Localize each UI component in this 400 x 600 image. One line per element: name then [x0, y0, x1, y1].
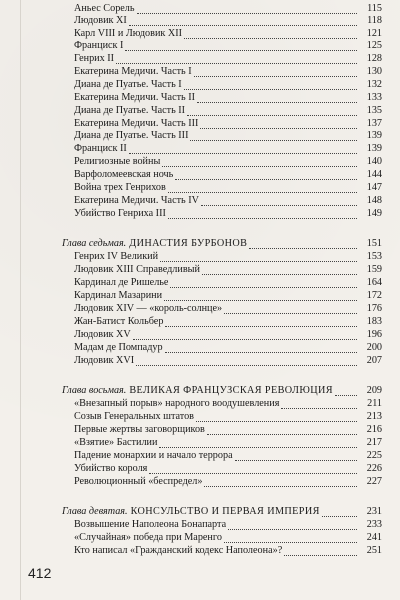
toc-page-number: 128 [366, 53, 382, 64]
toc-entry-title: Франциск II [74, 143, 127, 154]
toc-entry-title: Диана де Пуатье. Часть II [74, 105, 186, 116]
toc-entry[interactable] [0, 463, 400, 475]
dot-leader [197, 92, 357, 103]
toc-entry-title: «Случайная» победа при Маренго [74, 532, 222, 543]
toc-entry-title: «Внезапный порыв» народного воодушевления [74, 398, 280, 409]
toc-entry-title: Генрих II [74, 53, 115, 64]
toc-page-number: 183 [366, 316, 382, 327]
toc-entry-title: Франциск I [74, 40, 124, 51]
toc-entry[interactable] [0, 264, 400, 276]
toc-page-number: 225 [366, 450, 382, 461]
toc-entry[interactable] [0, 66, 400, 78]
toc-entry-title: Диана де Пуатье. Часть III [74, 130, 189, 141]
toc-entry-title: Карл VIII и Людовик XII [74, 28, 183, 39]
toc-entry[interactable] [0, 303, 400, 315]
toc-entry[interactable] [0, 532, 400, 544]
dot-leader [170, 277, 357, 288]
dot-leader [164, 290, 357, 301]
toc-page-number: 144 [366, 169, 382, 180]
toc-entry-title: Созыв Генеральных штатов [74, 411, 194, 422]
toc-page-number: 133 [366, 92, 382, 103]
toc-page-number: 149 [366, 208, 382, 219]
dot-leader [133, 329, 357, 340]
toc-entry[interactable] [0, 118, 400, 130]
toc-page-number: 139 [366, 143, 382, 154]
toc-page-number: 139 [366, 130, 382, 141]
toc-entry-title: Кто написал «Гражданский кодекс Наполеона»? [74, 545, 283, 556]
toc-entry-title: Жан-Батист Кольбер [74, 316, 164, 327]
toc-entry-title: Людовик XVI [74, 355, 135, 366]
toc-page-number: 251 [366, 545, 382, 556]
toc-entry-title: Революционный «беспредел» [74, 476, 203, 487]
chapter-title: КОНСУЛЬСТВО И ПЕРВАЯ ИМПЕРИЯ [130, 506, 320, 517]
toc-entry[interactable] [0, 545, 400, 557]
toc-entry-title: Религиозные войны [74, 156, 161, 167]
toc-entry[interactable] [0, 156, 400, 168]
dot-leader [159, 437, 357, 448]
toc-entry[interactable] [0, 290, 400, 302]
toc-entry[interactable] [0, 277, 400, 289]
toc-page-number: 147 [366, 182, 382, 193]
toc-page-number: 137 [366, 118, 382, 129]
dot-leader [184, 28, 357, 39]
dot-leader [190, 130, 357, 141]
toc-entry[interactable] [0, 3, 400, 15]
dot-leader [204, 476, 357, 487]
toc-entry-title: Генрих IV Великий [74, 251, 159, 262]
toc-entry-title: Екатерина Медичи. Часть I [74, 66, 192, 77]
toc-entry-title: Война трех Генрихов [74, 182, 166, 193]
toc-page-number: 207 [366, 355, 382, 366]
dot-leader [202, 264, 357, 275]
toc-entry[interactable] [0, 15, 400, 27]
toc-page-number: 132 [366, 79, 382, 90]
toc-page-number: 216 [366, 424, 382, 435]
dot-leader [162, 156, 357, 167]
chapter-page-number: 209 [366, 385, 382, 396]
chapter-title: ДИНАСТИЯ БУРБОНОВ [129, 238, 248, 249]
toc-page-number: 196 [366, 329, 382, 340]
toc-page-number: 153 [366, 251, 382, 262]
dot-leader [168, 182, 357, 193]
toc-entry[interactable] [0, 182, 400, 194]
dot-leader [335, 385, 357, 396]
toc-entry-title: Варфоломеевская ночь [74, 169, 174, 180]
chapter-label: Глава седьмая. [62, 238, 127, 249]
dot-leader [175, 169, 357, 180]
dot-leader [187, 105, 357, 116]
dot-leader [160, 251, 357, 262]
toc-entry[interactable] [0, 208, 400, 220]
toc-entry-title: Убийство короля [74, 463, 148, 474]
toc-entry-title: Кардинал де Ришелье [74, 277, 169, 288]
dot-leader [129, 15, 357, 26]
chapter-page-number: 231 [366, 506, 382, 517]
dot-leader [249, 238, 357, 249]
chapter-heading [0, 238, 400, 250]
toc-page-number: 140 [366, 156, 382, 167]
dot-leader [165, 316, 357, 327]
toc-page-number: 200 [366, 342, 382, 353]
toc-entry-title: Екатерина Медичи. Часть II [74, 92, 196, 103]
toc-page-number: 121 [366, 28, 382, 39]
toc-entry[interactable] [0, 53, 400, 65]
toc-entry-title: Мадам де Помпадур [74, 342, 163, 353]
toc-entry[interactable] [0, 130, 400, 142]
toc-page-number: 159 [366, 264, 382, 275]
toc-entry[interactable] [0, 28, 400, 40]
chapter-heading [0, 385, 400, 397]
toc-entry[interactable] [0, 398, 400, 410]
chapter-label: Глава девятая. [62, 506, 128, 517]
toc-entry[interactable] [0, 195, 400, 207]
toc-entry[interactable] [0, 169, 400, 181]
toc-entry[interactable] [0, 316, 400, 328]
toc-page-number: 211 [367, 398, 382, 409]
dot-leader [136, 355, 357, 366]
dot-leader [228, 519, 357, 530]
toc-page-number: 172 [366, 290, 382, 301]
toc-entry-title: Первые жертвы заговорщиков [74, 424, 205, 435]
dot-leader [201, 195, 357, 206]
toc-entry-title: Возвышение Наполеона Бонапарта [74, 519, 227, 530]
dot-leader [196, 411, 357, 422]
toc-entry-title: Екатерина Медичи. Часть III [74, 118, 199, 129]
toc-entry-title: Людовик XIV — «король-солнце» [74, 303, 223, 314]
dot-leader [168, 208, 357, 219]
toc-entry[interactable] [0, 329, 400, 341]
toc-entry-title: Аньес Сорель [74, 3, 135, 14]
chapter-label: Глава восьмая. [62, 385, 127, 396]
toc-entry-title: Падение монархии и начало террора [74, 450, 233, 461]
toc-entry[interactable] [0, 424, 400, 436]
chapter-heading [0, 506, 400, 518]
toc-entry-title: Убийство Генриха III [74, 208, 166, 219]
toc-entry-title: Людовик XI [74, 15, 127, 26]
toc-entry[interactable] [0, 40, 400, 52]
toc-entry[interactable] [0, 437, 400, 449]
toc-page-number: 148 [366, 195, 382, 206]
dot-leader [207, 424, 357, 435]
toc-entry[interactable] [0, 519, 400, 531]
toc-page-number: 241 [366, 532, 382, 543]
dot-leader [194, 66, 357, 77]
toc-page-number: 164 [366, 277, 382, 288]
toc-entry-title: «Взятие» Бастилии [74, 437, 158, 448]
toc-entry[interactable] [0, 79, 400, 91]
toc-page-number: 125 [366, 40, 382, 51]
toc-entry[interactable] [0, 143, 400, 155]
toc-entry[interactable] [0, 251, 400, 263]
dot-leader [184, 79, 357, 90]
toc-page-number: 233 [366, 519, 382, 530]
toc-page-number: 130 [366, 66, 382, 77]
toc-entry-title: Диана де Пуатье. Часть I [74, 79, 182, 90]
dot-leader [200, 118, 357, 129]
toc-entry-title: Людовик XIII Справедливый [74, 264, 200, 275]
dot-leader [125, 40, 357, 51]
dot-leader [224, 532, 357, 543]
dot-leader [284, 545, 357, 556]
toc-entry-title: Кардинал Мазарини [74, 290, 163, 301]
toc-entry-title: Екатерина Медичи. Часть IV [74, 195, 199, 206]
dot-leader [137, 3, 357, 14]
dot-leader [224, 303, 357, 314]
toc-entry[interactable] [0, 450, 400, 462]
dot-leader [235, 450, 357, 461]
toc-page-number: 227 [366, 476, 382, 487]
dot-leader [149, 463, 357, 474]
toc-page-number: 217 [366, 437, 382, 448]
dot-leader [116, 53, 357, 64]
toc-entry[interactable] [0, 476, 400, 488]
page-number: 412 [28, 565, 52, 581]
toc-entry[interactable] [0, 355, 400, 367]
dot-leader [165, 342, 357, 353]
toc-entry[interactable] [0, 411, 400, 423]
chapter-title: ВЕЛИКАЯ ФРАНЦУЗСКАЯ РЕВОЛЮЦИЯ [129, 385, 333, 396]
dot-leader [281, 398, 357, 409]
toc-page-number: 226 [366, 463, 382, 474]
dot-leader [129, 143, 357, 154]
toc-page-number: 213 [366, 411, 382, 422]
toc-page-number: 176 [366, 303, 382, 314]
toc-entry[interactable] [0, 92, 400, 104]
toc-entry[interactable] [0, 105, 400, 117]
dot-leader [322, 506, 357, 517]
toc-page-number: 118 [367, 15, 382, 26]
chapter-page-number: 151 [366, 238, 382, 249]
toc-entry[interactable] [0, 342, 400, 354]
toc-page-number: 135 [366, 105, 382, 116]
toc-entry-title: Людовик XV [74, 329, 131, 340]
toc-page-number: 115 [367, 3, 382, 14]
